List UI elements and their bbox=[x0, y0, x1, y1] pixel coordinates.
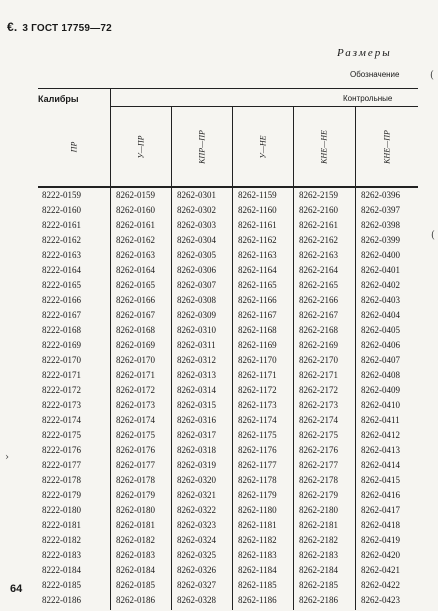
table-cell: 8262-2177 bbox=[299, 460, 338, 470]
table-cell: 8262-0403 bbox=[361, 295, 400, 305]
table-cell: 8262-2162 bbox=[299, 235, 338, 245]
table-cell: 8262-0398 bbox=[361, 220, 400, 230]
table-cell: 8262-0167 bbox=[116, 310, 155, 320]
table-cell: 8262-1165 bbox=[238, 280, 277, 290]
table-cell: 8262-0301 bbox=[177, 190, 216, 200]
table-cell: 8262-0169 bbox=[116, 340, 155, 350]
table-cell: 8222-0168 bbox=[42, 325, 81, 335]
table-cell: 8262-0309 bbox=[177, 310, 216, 320]
table-cell: 8222-0164 bbox=[42, 265, 81, 275]
column-header-label: У—НЕ bbox=[258, 135, 267, 159]
table-cell: 8262-0179 bbox=[116, 490, 155, 500]
table-rule bbox=[38, 88, 418, 89]
table-cell: 8262-0302 bbox=[177, 205, 216, 215]
table-cell: 8262-2167 bbox=[299, 310, 338, 320]
table-cell: 8262-1175 bbox=[238, 430, 277, 440]
table-cell: 8262-0186 bbox=[116, 595, 155, 605]
table-cell: 8262-1171 bbox=[238, 370, 277, 380]
table-cell: 8262-0163 bbox=[116, 250, 155, 260]
table-cell: 8222-0159 bbox=[42, 190, 81, 200]
table-cell: 8262-2173 bbox=[299, 400, 338, 410]
table-cell: 8262-0405 bbox=[361, 325, 400, 335]
table-cell: 8262-0408 bbox=[361, 370, 400, 380]
table-cell: 8222-0180 bbox=[42, 505, 81, 515]
table-cell: 8262-2164 bbox=[299, 265, 338, 275]
table-cell: 8262-0396 bbox=[361, 190, 400, 200]
gauges-group-header: Калибры bbox=[38, 94, 79, 104]
table-cell: 8222-0162 bbox=[42, 235, 81, 245]
table-cell: 8262-0322 bbox=[177, 505, 216, 515]
table-cell: 8262-2170 bbox=[299, 355, 338, 365]
table-cell: 8262-0325 bbox=[177, 550, 216, 560]
table-cell: 8262-0406 bbox=[361, 340, 400, 350]
page-number: 64 bbox=[10, 583, 23, 595]
table-cell: 8262-0162 bbox=[116, 235, 155, 245]
table-cell: 8262-2165 bbox=[299, 280, 338, 290]
table-cell: 8222-0178 bbox=[42, 475, 81, 485]
table-cell: 8262-2174 bbox=[299, 415, 338, 425]
table-cell: 8262-0326 bbox=[177, 565, 216, 575]
table-cell: 8222-0185 bbox=[42, 580, 81, 590]
table-cell: 8262-1183 bbox=[238, 550, 277, 560]
table-cell: 8262-0184 bbox=[116, 565, 155, 575]
table-cell: 8262-0317 bbox=[177, 430, 216, 440]
table-cell: 8262-0315 bbox=[177, 400, 216, 410]
table-cell: 8262-1184 bbox=[238, 565, 277, 575]
table-cell: 8222-0184 bbox=[42, 565, 81, 575]
table-cell: 8262-0164 bbox=[116, 265, 155, 275]
table-cell: 8262-1159 bbox=[238, 190, 277, 200]
table-cell: 8262-2179 bbox=[299, 490, 338, 500]
table-cell: 8262-0418 bbox=[361, 520, 400, 530]
table-cell: 8262-0397 bbox=[361, 205, 400, 215]
table-cell: 8262-0415 bbox=[361, 475, 400, 485]
table-cell: 8262-1180 bbox=[238, 505, 277, 515]
table-cell: 8262-1168 bbox=[238, 325, 277, 335]
table-cell: 8262-2172 bbox=[299, 385, 338, 395]
table-cell: 8262-1178 bbox=[238, 475, 277, 485]
table-cell: 8222-0179 bbox=[42, 490, 81, 500]
table-cell: 8262-2185 bbox=[299, 580, 338, 590]
table-cell: 8262-0310 bbox=[177, 325, 216, 335]
table-cell: 8262-1186 bbox=[238, 595, 277, 605]
table-cell: 8262-2169 bbox=[299, 340, 338, 350]
table-cell: 8262-1181 bbox=[238, 520, 277, 530]
table-cell: 8262-1169 bbox=[238, 340, 277, 350]
table-cell: 8262-0316 bbox=[177, 415, 216, 425]
table-cell: 8222-0182 bbox=[42, 535, 81, 545]
table-cell: 8262-0399 bbox=[361, 235, 400, 245]
table-cell: 8262-0180 bbox=[116, 505, 155, 515]
table-cell: 8262-0176 bbox=[116, 445, 155, 455]
table-cell: 8262-0320 bbox=[177, 475, 216, 485]
column-header bbox=[293, 110, 355, 184]
table-cell: 8262-0182 bbox=[116, 535, 155, 545]
table-cell: 8262-0314 bbox=[177, 385, 216, 395]
table-cell: 8262-0318 bbox=[177, 445, 216, 455]
table-cell: 8222-0165 bbox=[42, 280, 81, 290]
table-cell: 8262-2181 bbox=[299, 520, 338, 530]
table-cell: 8262-0402 bbox=[361, 280, 400, 290]
table-cell: 8262-0413 bbox=[361, 445, 400, 455]
table-cell: 8262-1160 bbox=[238, 205, 277, 215]
table-cell: 8262-1163 bbox=[238, 250, 277, 260]
table-cell: 8222-0181 bbox=[42, 520, 81, 530]
table-cell: 8262-0173 bbox=[116, 400, 155, 410]
table-cell: 8262-0308 bbox=[177, 295, 216, 305]
table-cell: 8262-0168 bbox=[116, 325, 155, 335]
table-cell: 8262-0411 bbox=[361, 415, 400, 425]
column-header-label: КНЕ—НЕ bbox=[319, 130, 329, 164]
table-cell: 8262-0328 bbox=[177, 595, 216, 605]
table-cell: 8262-1174 bbox=[238, 415, 277, 425]
table-cell: 8262-0159 bbox=[116, 190, 155, 200]
scan-edge-mark: › bbox=[5, 452, 9, 463]
table-cell: 8262-0421 bbox=[361, 565, 400, 575]
table-cell: 8262-0423 bbox=[361, 595, 400, 605]
table-cell: 8262-0304 bbox=[177, 235, 216, 245]
table-cell: 8222-0171 bbox=[42, 370, 81, 380]
column-header bbox=[355, 110, 418, 184]
table-cell: 8262-2168 bbox=[299, 325, 338, 335]
table-cell: 8222-0176 bbox=[42, 445, 81, 455]
designation-label: Обозначение bbox=[350, 70, 400, 79]
section-title: Размеры bbox=[337, 47, 392, 59]
table-cell: 8262-1182 bbox=[238, 535, 277, 545]
table-cell: 8262-0324 bbox=[177, 535, 216, 545]
column-header-label: КПР—ПР bbox=[197, 130, 206, 164]
table-cell: 8222-0170 bbox=[42, 355, 81, 365]
table-cell: 8262-0422 bbox=[361, 580, 400, 590]
table-cell: 8222-0174 bbox=[42, 415, 81, 425]
table-cell: 8262-0185 bbox=[116, 580, 155, 590]
table-cell: 8262-1166 bbox=[238, 295, 277, 305]
table-cell: 8222-0173 bbox=[42, 400, 81, 410]
table-cell: 8262-2183 bbox=[299, 550, 338, 560]
table-cell: 8222-0166 bbox=[42, 295, 81, 305]
table-cell: 8262-0160 bbox=[116, 205, 155, 215]
table-cell: 8262-0177 bbox=[116, 460, 155, 470]
table-cell: 8262-2175 bbox=[299, 430, 338, 440]
table-cell: 8262-0410 bbox=[361, 400, 400, 410]
table-cell: 8262-0311 bbox=[177, 340, 216, 350]
column-header-label: У—ПР bbox=[136, 135, 145, 159]
table-cell: 8262-0327 bbox=[177, 580, 216, 590]
header-page-ref: 3 bbox=[22, 23, 29, 34]
table-cell: 8262-1177 bbox=[238, 460, 277, 470]
header-mark: €. bbox=[7, 20, 18, 34]
table-cell: 8262-2166 bbox=[299, 295, 338, 305]
table-cell: 8262-0303 bbox=[177, 220, 216, 230]
table-cell: 8262-0404 bbox=[361, 310, 400, 320]
table-cell: 8262-0414 bbox=[361, 460, 400, 470]
control-group-header: Контрольные bbox=[343, 94, 393, 103]
table-cell: 8262-0419 bbox=[361, 535, 400, 545]
table-cell: 8262-1185 bbox=[238, 580, 277, 590]
scan-edge-mark: ( bbox=[430, 70, 434, 81]
table-cell: 8262-0407 bbox=[361, 355, 400, 365]
table-cell: 8262-0319 bbox=[177, 460, 216, 470]
table-cell: 8262-1172 bbox=[238, 385, 277, 395]
table-cell: 8262-0420 bbox=[361, 550, 400, 560]
table-cell: 8262-0321 bbox=[177, 490, 216, 500]
table-cell: 8222-0175 bbox=[42, 430, 81, 440]
table-cell: 8262-2182 bbox=[299, 535, 338, 545]
column-header bbox=[38, 110, 110, 184]
document-header bbox=[7, 20, 112, 34]
table-cell: 8262-1176 bbox=[238, 445, 277, 455]
table-cell: 8262-0312 bbox=[177, 355, 216, 365]
table-cell: 8262-2186 bbox=[299, 595, 338, 605]
table-cell: 8262-0416 bbox=[361, 490, 400, 500]
column-header-label: КНЕ—ПР bbox=[382, 130, 391, 164]
table-cell: 8262-0161 bbox=[116, 220, 155, 230]
table-cell: 8262-2159 bbox=[299, 190, 338, 200]
table-cell: 8262-2180 bbox=[299, 505, 338, 515]
table-cell: 8262-0170 bbox=[116, 355, 155, 365]
table-cell: 8262-0323 bbox=[177, 520, 216, 530]
table-cell: 8262-0172 bbox=[116, 385, 155, 395]
table-cell: 8262-0175 bbox=[116, 430, 155, 440]
table-cell: 8262-1162 bbox=[238, 235, 277, 245]
table-cell: 8262-0174 bbox=[116, 415, 155, 425]
column-header bbox=[171, 110, 232, 184]
table-cell: 8262-2176 bbox=[299, 445, 338, 455]
table-cell: 8262-1167 bbox=[238, 310, 277, 320]
table-cell: 8262-2163 bbox=[299, 250, 338, 260]
table-cell: 8262-0183 bbox=[116, 550, 155, 560]
table-cell: 8262-1164 bbox=[238, 265, 277, 275]
table-cell: 8262-0307 bbox=[177, 280, 216, 290]
table-cell: 8262-0181 bbox=[116, 520, 155, 530]
table-cell: 8262-0178 bbox=[116, 475, 155, 485]
table-rule bbox=[110, 106, 418, 107]
table-cell: 8222-0169 bbox=[42, 340, 81, 350]
table-cell: 8262-0166 bbox=[116, 295, 155, 305]
table-cell: 8222-0177 bbox=[42, 460, 81, 470]
table-cell: 8262-1179 bbox=[238, 490, 277, 500]
table-cell: 8222-0161 bbox=[42, 220, 81, 230]
table-cell: 8222-0186 bbox=[42, 595, 81, 605]
table-cell: 8222-0172 bbox=[42, 385, 81, 395]
table-cell: 8262-0306 bbox=[177, 265, 216, 275]
column-header-label: ПР bbox=[69, 141, 79, 153]
header-standard: ГОСТ 17759—72 bbox=[31, 23, 112, 34]
table-cell: 8262-0165 bbox=[116, 280, 155, 290]
table-cell: 8262-2171 bbox=[299, 370, 338, 380]
table-cell: 8262-2160 bbox=[299, 205, 338, 215]
table-cell: 8262-1170 bbox=[238, 355, 277, 365]
table-cell: 8222-0167 bbox=[42, 310, 81, 320]
table-cell: 8262-0305 bbox=[177, 250, 216, 260]
table-cell: 8262-0409 bbox=[361, 385, 400, 395]
table-cell: 8262-2161 bbox=[299, 220, 338, 230]
table-cell: 8262-2178 bbox=[299, 475, 338, 485]
table-cell: 8262-0412 bbox=[361, 430, 400, 440]
table-cell: 8262-0401 bbox=[361, 265, 400, 275]
table-cell: 8262-1173 bbox=[238, 400, 277, 410]
table-cell: 8262-0313 bbox=[177, 370, 216, 380]
table-cell: 8222-0163 bbox=[42, 250, 81, 260]
table-cell: 8262-2184 bbox=[299, 565, 338, 575]
table-cell: 8262-0171 bbox=[116, 370, 155, 380]
column-header bbox=[232, 110, 293, 184]
column-header bbox=[110, 110, 171, 184]
table-cell: 8262-0417 bbox=[361, 505, 400, 515]
table-cell: 8262-1161 bbox=[238, 220, 277, 230]
table-cell: 8222-0160 bbox=[42, 205, 81, 215]
table-cell: 8222-0183 bbox=[42, 550, 81, 560]
table-cell: 8262-0400 bbox=[361, 250, 400, 260]
scan-edge-mark: ( bbox=[431, 230, 435, 241]
